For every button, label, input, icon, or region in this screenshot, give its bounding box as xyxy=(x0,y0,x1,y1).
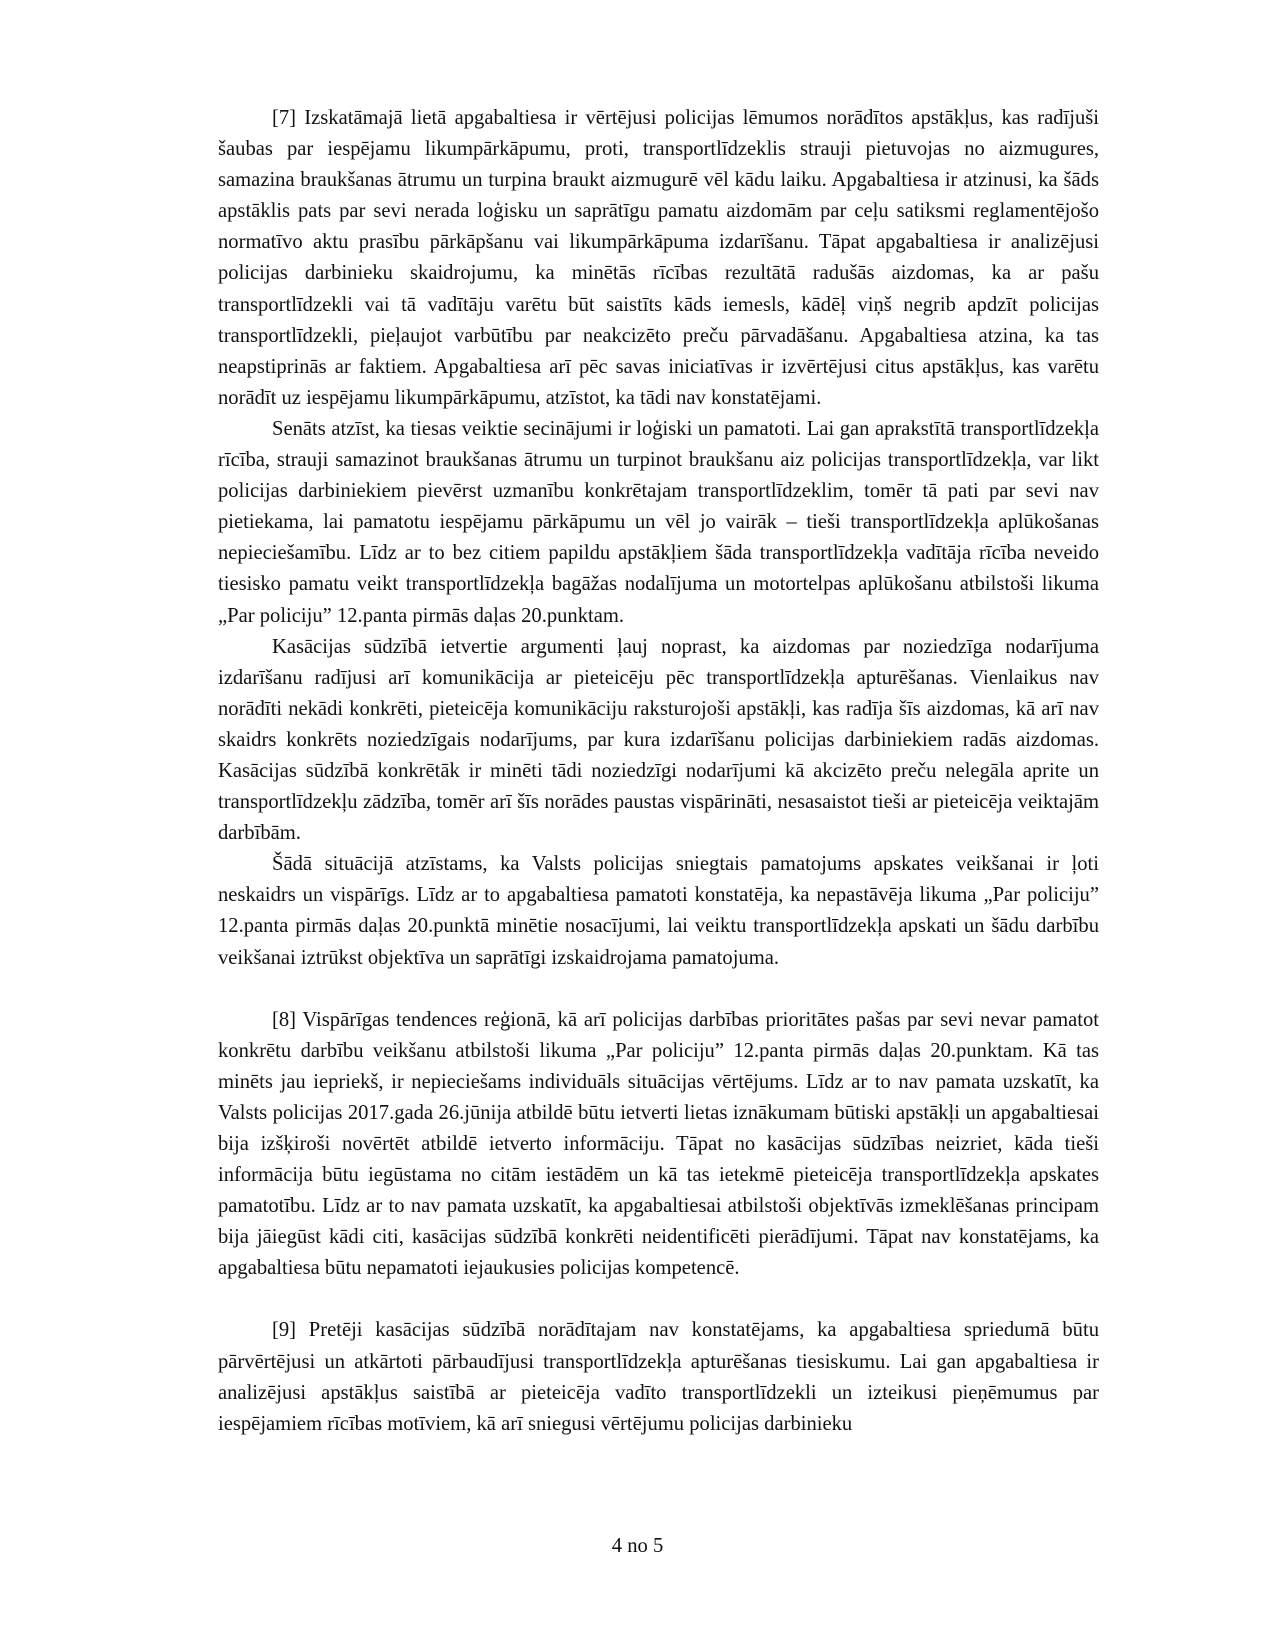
paragraph-7-conclusion: Šādā situācijā atzīstams, ka Valsts policijas sniegtais pamatojums apskates veikšanai ir ļoti neskaidrs un vispārīgs. Līdz ar to apgabaltiesa pamatoti konstatēja, ka nepastāvēja likuma „Par policiju” 12.panta pirmās daļas 20.punktā minētie nosacījumi, lai veiktu transportlīdzekļa apskati un šādu darbību veikšanai iztrūkst objektīva un saprātīgi izskaidrojama pamatojuma. xyxy=(218,853,1099,969)
document-body xyxy=(218,103,1099,1440)
paragraph-7-cassation-arguments: Kasācijas sūdzībā ietvertie argumenti ļauj noprast, ka aizdomas par noziedzīga nodarījuma izdarīšanu radījusi arī komunikācija ar pieteicēju pēc transportlīdzekļa apturēšanas. Vienlaikus nav norādīti nekādi konkrēti, pieteicēja komunikāciju raksturojoši apstākļi, kas radīja šīs aizdomas, kā arī nav skaidrs konkrēts noziedzīgais nodarījums, par kura izdarīšanu policijas darbiniekiem radās aizdomas. Kasācijas sūdzībā konkrētāk ir minēti tādi noziedzīgi nodarījumi kā akcizēto preču nelegāla aprite un transportlīdzekļu zādzība, tomēr arī šīs norādes paustas vispārināti, nesasaistot tieši ar pieteicēja veiktajām darbībām. xyxy=(218,635,1099,845)
page-number: 4 no 5 xyxy=(611,1535,664,1557)
paragraph-spacer xyxy=(218,974,1099,1005)
paragraph-7-senate-assessment: Senāts atzīst, ka tiesas veiktie secinājumi ir loģiski un pamatoti. Lai gan aprakstītā transportlīdzekļa rīcība, strauji samazinot braukšanas ātrumu un turpinot braukšanu aiz policijas transportlīdzekļa, var likt policijas darbiniekiem pievērst uzmanību konkrētajam transportlīdzeklim, tomēr tā pati par sevi nav pietiekama, lai pamatotu iespējamu pārkāpumu un vēl jo vairāk – tieši transportlīdzekļa aplūkošanas nepieciešamību. Līdz ar to bez citiem papildu apstākļiem šāda transportlīdzekļa vadītāja rīcība neveido tiesisko pamatu veikt transportlīdzekļa bagāžas nodalījuma un motortelpas aplūkošanu atbilstoši likuma „Par policiju” 12.panta pirmās daļas 20.punktam. xyxy=(218,417,1099,627)
paragraph-9: [9] Pretēji kasācijas sūdzībā norādītajam nav konstatējams, ka apgabaltiesa spriedumā būtu pārvērtējusi un atkārtoti pārbaudījusi transportlīdzekļa apturēšanas tiesiskumu. Lai gan apgabaltiesa ir analizējusi apstākļus saistībā ar pieteicēja vadīto transportlīdzekli un izteikusi pieņēmumus par iespējamiem rīcības motīviem, kā arī sniegusi vērtējumu policijas darbinieku xyxy=(218,1319,1099,1435)
paragraph-7: [7] Izskatāmajā lietā apgabaltiesa ir vērtējusi policijas lēmumos norādītos apstākļus, kas radījuši šaubas par iespējamu likumpārkāpumu, proti, transportlīdzeklis strauji pietuvojas no aizmugures, samazina braukšanas ātrumu un turpina braukt aizmugurē vēl kādu laiku. Apgabaltiesa ir atzinusi, ka šāds apstāklis pats par sevi nerada loģisku un saprātīgu pamatu aizdomām par ceļu satiksmi reglamentējošo normatīvo aktu prasību pārkāpšanu vai likumpārkāpuma izdarīšanu. Tāpat apgabaltiesa ir analizējusi policijas darbinieku skaidrojumu, ka minētās rīcības rezultātā radušās aizdomas, ka ar pašu transportlīdzekli vai tā vadītāju varētu būt saistīts kāds iemesls, kādēļ viņš negrib apdzīt policijas transportlīdzekli, pieļaujot varbūtību par neakcizēto preču pārvadāšanu. Apgabaltiesa atzina, ka tas neapstiprinās ar faktiem. Apgabaltiesa arī pēc savas iniciatīvas ir izvērtējusi citus apstākļus, kas varētu norādīt uz iespējamu likumpārkāpumu, atzīstot, ka tādi nav konstatējami. xyxy=(218,107,1099,409)
paragraph-8: [8] Vispārīgas tendences reģionā, kā arī policijas darbības prioritātes pašas par sevi nevar pamatot konkrētu darbību veikšanu atbilstoši likuma „Par policiju” 12.panta pirmās daļas 20.punktam. Kā tas minēts jau iepriekš, ir nepieciešams individuāls situācijas vērtējums. Līdz ar to nav pamata uzskatīt, ka Valsts policijas 2017.gada 26.jūnija atbildē būtu ietverti lietas iznākumam būtiski apstākļi un apgabaltiesai bija izšķiroši novērtēt atbildē ietverto informāciju. Tāpat no kasācijas sūdzības neizriet, kāda tieši informācija būtu iegūstama no citām iestādēm un kā tas ietekmē pieteicēja transportlīdzekļa apskates pamatotību. Līdz ar to nav pamata uzskatīt, ka apgabaltiesai atbilstoši objektīvās izmeklēšanas principam bija jāiegūst kādi citi, kasācijas sūdzībā konkrēti neidentificēti pierādījumi. Tāpat nav konstatējams, ka apgabaltiesa būtu nepamatoti iejaukusies policijas kompetencē. xyxy=(218,1008,1099,1280)
paragraph-spacer xyxy=(218,1284,1099,1315)
